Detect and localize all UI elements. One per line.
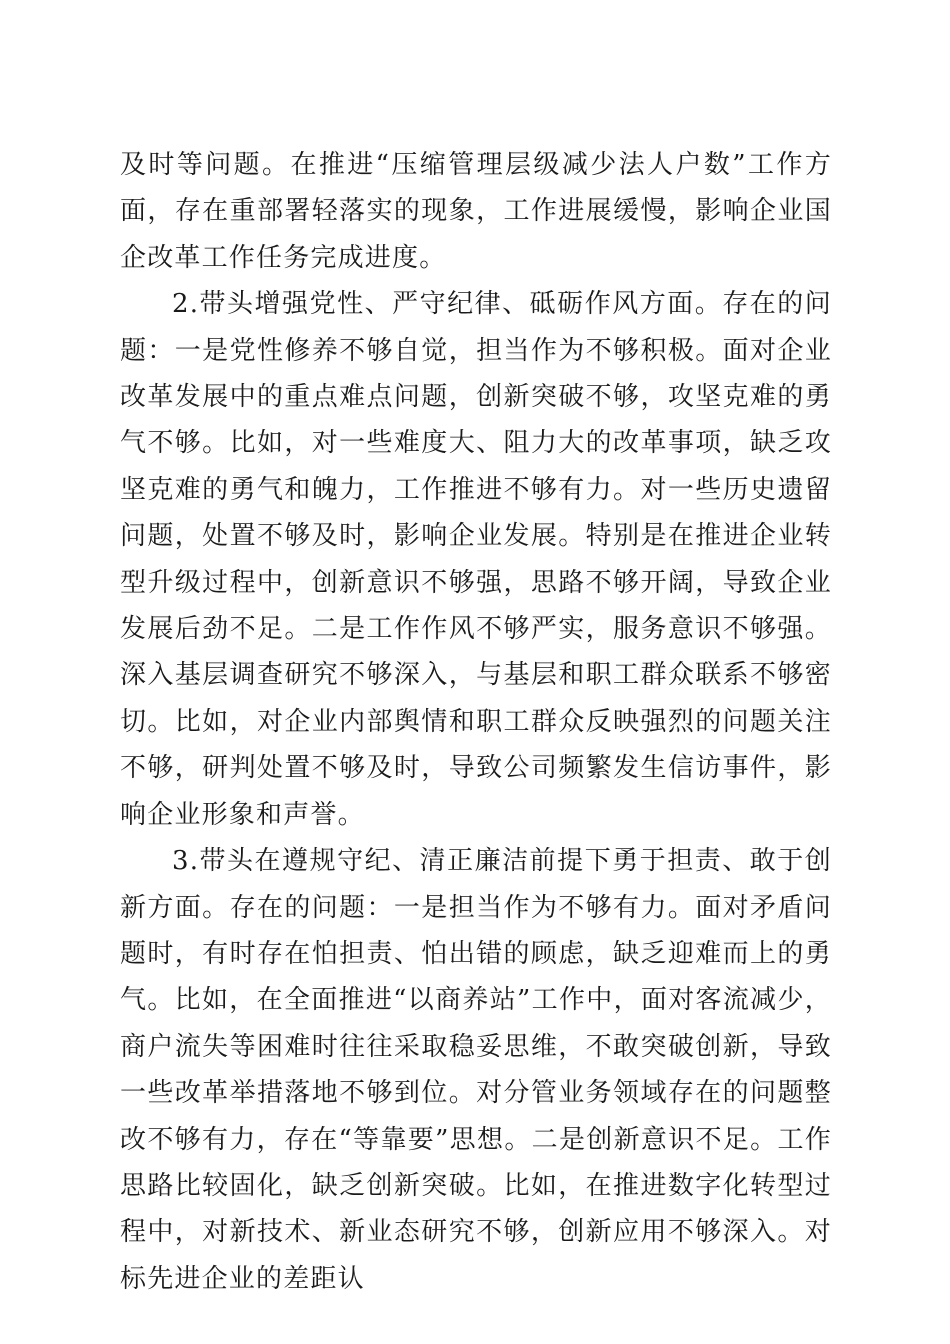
document-body [120,142,832,1302]
paragraph-item-3: 3.带头在遵规守纪、清正廉洁前提下勇于担责、敢于创新方面。存在的问题：一是担当作为不够有力。面对矛盾问题时，有时存在怕担责、怕出错的顾虑，缺乏迎难而上的勇气。比如，在全面推进“以商养站”工作中，面对客流减少，商户流失等困难时往往采取稳妥思维，不敢突破创新，导致一些改革举措落地不够到位。对分管业务领域存在的问题整改不够有力，存在“等靠要”思想。二是创新意识不足。工作思路比较固化，缺乏创新突破。比如，在推进数字化转型过程中，对新技术、新业态研究不够，创新应用不够深入。对标先进企业的差距认 [120,846,832,1294]
paragraph-continuation: 及时等问题。在推进“压缩管理层级减少法人户数”工作方面，存在重部署轻落实的现象，工作进展缓慢，影响企业国企改革工作任务完成进度。 [120,150,832,273]
paragraph-item-2: 2.带头增强党性、严守纪律、砥砺作风方面。存在的问题：一是党性修养不够自觉，担当作为不够积极。面对企业改革发展中的重点难点问题，创新突破不够，攻坚克难的勇气不够。比如，对一些难度大、阻力大的改革事项，缺乏攻坚克难的勇气和魄力，工作推进不够有力。对一些历史遗留问题，处置不够及时，影响企业发展。特别是在推进企业转型升级过程中，创新意识不够强，思路不够开阔，导致企业发展后劲不足。二是工作作风不够严实，服务意识不够强。深入基层调查研究不够深入，与基层和职工群众联系不够密切。比如，对企业内部舆情和职工群众反映强烈的问题关注不够，研判处置不够及时，导致公司频繁发生信访事件，影响企业形象和声誉。 [120,289,832,830]
